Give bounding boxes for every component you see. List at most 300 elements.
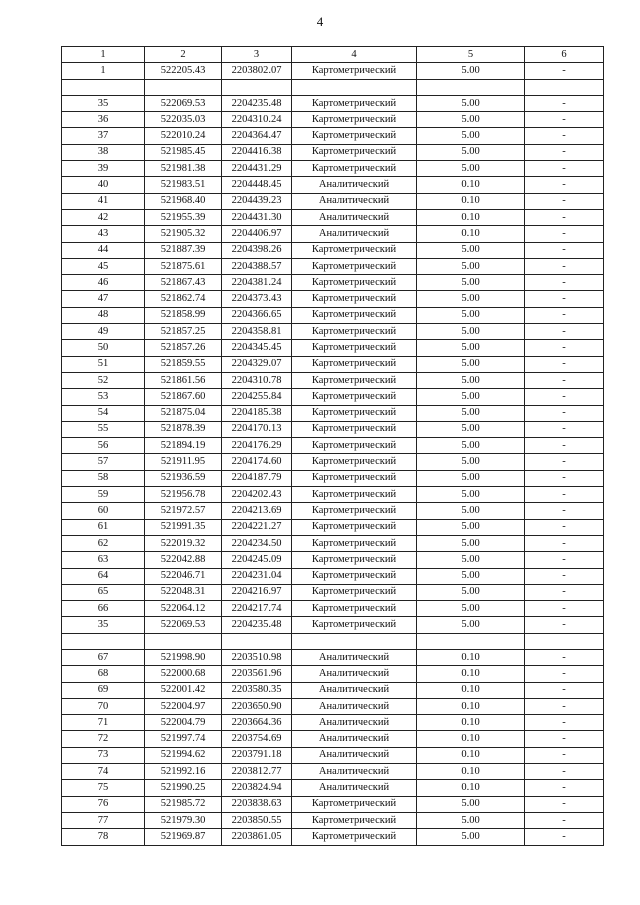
table-cell: 5.00 — [417, 356, 525, 372]
table-row — [62, 79, 604, 95]
table-cell: 521905.32 — [145, 226, 222, 242]
table-row — [62, 601, 604, 617]
table-cell: 2203650.90 — [222, 698, 292, 714]
table-cell: 54 — [62, 405, 145, 421]
table-cell: Картометрический — [292, 112, 417, 128]
table-cell: 522001.42 — [145, 682, 222, 698]
table-cell: 42 — [62, 209, 145, 225]
table-cell: 5.00 — [417, 535, 525, 551]
table-cell: Картометрический — [292, 421, 417, 437]
table-cell: 522019.32 — [145, 535, 222, 551]
table-cell: Картометрический — [292, 340, 417, 356]
table-cell: 2203838.63 — [222, 796, 292, 812]
table-cell: 521985.72 — [145, 796, 222, 812]
table-cell: Картометрический — [292, 601, 417, 617]
table-cell: Картометрический — [292, 552, 417, 568]
table-cell: 59 — [62, 487, 145, 503]
table-cell: - — [525, 715, 604, 731]
table-header-row — [62, 47, 604, 63]
table-cell: Картометрический — [292, 389, 417, 405]
table-cell: - — [525, 698, 604, 714]
table-cell: Картометрический — [292, 356, 417, 372]
table-cell: Аналитический — [292, 731, 417, 747]
table-cell: 2204345.45 — [222, 340, 292, 356]
table-cell: - — [525, 552, 604, 568]
table-row — [62, 177, 604, 193]
table-cell: Аналитический — [292, 649, 417, 665]
table-cell: 37 — [62, 128, 145, 144]
table-cell: 521936.59 — [145, 470, 222, 486]
table-cell: 521968.40 — [145, 193, 222, 209]
table-row — [62, 812, 604, 828]
table-cell: 49 — [62, 324, 145, 340]
table-cell: 0.10 — [417, 209, 525, 225]
table-cell: 67 — [62, 649, 145, 665]
table-cell: 72 — [62, 731, 145, 747]
table-cell: 521857.25 — [145, 324, 222, 340]
table-row — [62, 324, 604, 340]
table-cell: Картометрический — [292, 63, 417, 79]
table-cell: Картометрический — [292, 324, 417, 340]
table-cell: 47 — [62, 291, 145, 307]
table-row — [62, 552, 604, 568]
table-cell: 5.00 — [417, 372, 525, 388]
table-cell: - — [525, 731, 604, 747]
table-cell: 2203861.05 — [222, 829, 292, 845]
table-cell: 2203561.96 — [222, 666, 292, 682]
table-cell: 5.00 — [417, 291, 525, 307]
table-cell: Картометрический — [292, 454, 417, 470]
table-cell: 0.10 — [417, 177, 525, 193]
table-cell: 55 — [62, 421, 145, 437]
table-row — [62, 128, 604, 144]
table-cell — [145, 633, 222, 649]
table-cell: 2204187.79 — [222, 470, 292, 486]
table-cell: Картометрический — [292, 503, 417, 519]
table-row — [62, 275, 604, 291]
table-cell: 60 — [62, 503, 145, 519]
table-cell: 5.00 — [417, 601, 525, 617]
table-cell: 76 — [62, 796, 145, 812]
table-cell: 521875.61 — [145, 258, 222, 274]
table-row — [62, 95, 604, 111]
table-cell: Аналитический — [292, 698, 417, 714]
table-cell: 0.10 — [417, 682, 525, 698]
coordinates-table — [61, 46, 604, 846]
table-cell: 521858.99 — [145, 307, 222, 323]
table-cell: 0.10 — [417, 193, 525, 209]
table-cell: 521998.90 — [145, 649, 222, 665]
table-cell: 2203802.07 — [222, 63, 292, 79]
table-cell — [222, 633, 292, 649]
table-cell: 521972.57 — [145, 503, 222, 519]
table-cell: 2203664.36 — [222, 715, 292, 731]
table-cell: 0.10 — [417, 715, 525, 731]
table-cell: 521955.39 — [145, 209, 222, 225]
table-cell: 2204448.45 — [222, 177, 292, 193]
table-cell: 5.00 — [417, 307, 525, 323]
table-cell: 50 — [62, 340, 145, 356]
table-cell: 0.10 — [417, 666, 525, 682]
table-cell: 2204364.47 — [222, 128, 292, 144]
table-row — [62, 829, 604, 845]
table-cell: 521956.78 — [145, 487, 222, 503]
table-row — [62, 421, 604, 437]
table-cell: 2204381.24 — [222, 275, 292, 291]
table-cell: Картометрический — [292, 535, 417, 551]
table-cell: 2203824.94 — [222, 780, 292, 796]
table-cell: 61 — [62, 519, 145, 535]
table-cell: 2203580.35 — [222, 682, 292, 698]
table-cell: 36 — [62, 112, 145, 128]
table-cell: 63 — [62, 552, 145, 568]
table-row — [62, 372, 604, 388]
table-cell: 522010.24 — [145, 128, 222, 144]
table-row — [62, 112, 604, 128]
table-cell: 521990.25 — [145, 780, 222, 796]
table-cell: 52 — [62, 372, 145, 388]
table-cell — [417, 79, 525, 95]
table-cell: - — [525, 454, 604, 470]
table-cell: 2203791.18 — [222, 747, 292, 763]
table-cell: 5.00 — [417, 258, 525, 274]
table-cell: 5.00 — [417, 503, 525, 519]
table-cell: 0.10 — [417, 747, 525, 763]
table-cell: Аналитический — [292, 747, 417, 763]
table-cell: 5.00 — [417, 144, 525, 160]
table-cell: 64 — [62, 568, 145, 584]
table-cell: - — [525, 209, 604, 225]
table-cell: Картометрический — [292, 438, 417, 454]
table-cell: 2204216.97 — [222, 584, 292, 600]
table-cell: 2204217.74 — [222, 601, 292, 617]
table-cell: 0.10 — [417, 764, 525, 780]
table-cell: 2204185.38 — [222, 405, 292, 421]
table-cell: 41 — [62, 193, 145, 209]
table-cell: 38 — [62, 144, 145, 160]
table-cell: 2204174.60 — [222, 454, 292, 470]
table-cell: 5.00 — [417, 584, 525, 600]
table-cell: - — [525, 666, 604, 682]
table-cell — [222, 79, 292, 95]
table-cell: - — [525, 747, 604, 763]
table-cell: - — [525, 421, 604, 437]
table-cell: 2204406.97 — [222, 226, 292, 242]
table-row — [62, 649, 604, 665]
table-cell: 2204235.48 — [222, 95, 292, 111]
table-cell: - — [525, 356, 604, 372]
table-cell: 2204388.57 — [222, 258, 292, 274]
table-row — [62, 715, 604, 731]
table-row — [62, 405, 604, 421]
table-cell: 2204221.27 — [222, 519, 292, 535]
table-cell: 5.00 — [417, 63, 525, 79]
table-cell: 66 — [62, 601, 145, 617]
table-cell: Картометрический — [292, 242, 417, 258]
table-cell: Картометрический — [292, 144, 417, 160]
table-cell — [417, 633, 525, 649]
table-cell: 522042.88 — [145, 552, 222, 568]
table-cell: 5.00 — [417, 568, 525, 584]
table-cell — [292, 79, 417, 95]
header-cell: 6 — [525, 47, 604, 63]
table-cell: - — [525, 340, 604, 356]
table-row — [62, 698, 604, 714]
table-cell: 5.00 — [417, 95, 525, 111]
table-cell: - — [525, 112, 604, 128]
table-cell: Картометрический — [292, 372, 417, 388]
table-row — [62, 535, 604, 551]
table-cell: 5.00 — [417, 617, 525, 633]
table-row — [62, 682, 604, 698]
table-cell: 5.00 — [417, 340, 525, 356]
table-row — [62, 389, 604, 405]
table-cell: 5.00 — [417, 454, 525, 470]
table-cell: 56 — [62, 438, 145, 454]
table-cell: Аналитический — [292, 226, 417, 242]
table-row — [62, 340, 604, 356]
table-cell: Картометрический — [292, 519, 417, 535]
table-cell: - — [525, 372, 604, 388]
table-cell: - — [525, 324, 604, 340]
table-cell: 51 — [62, 356, 145, 372]
table-cell: 521997.74 — [145, 731, 222, 747]
table-cell — [62, 79, 145, 95]
table-row — [62, 747, 604, 763]
header-cell: 3 — [222, 47, 292, 63]
table-cell — [525, 633, 604, 649]
table-cell: Картометрический — [292, 796, 417, 812]
table-cell: - — [525, 177, 604, 193]
table-cell: Аналитический — [292, 666, 417, 682]
table-cell: 2204329.07 — [222, 356, 292, 372]
table-cell: 0.10 — [417, 649, 525, 665]
table-row — [62, 356, 604, 372]
table-cell: 2203754.69 — [222, 731, 292, 747]
table-cell: 522035.03 — [145, 112, 222, 128]
table-cell: - — [525, 307, 604, 323]
table-cell: 521991.35 — [145, 519, 222, 535]
table-row — [62, 519, 604, 535]
table-cell: 522000.68 — [145, 666, 222, 682]
header-cell: 4 — [292, 47, 417, 63]
table-cell: - — [525, 535, 604, 551]
table-cell: 2203850.55 — [222, 812, 292, 828]
table-cell: 39 — [62, 161, 145, 177]
table-cell: - — [525, 438, 604, 454]
table-cell: - — [525, 829, 604, 845]
table-row — [62, 764, 604, 780]
table-cell — [145, 79, 222, 95]
table-cell: 0.10 — [417, 731, 525, 747]
table-cell: Картометрический — [292, 161, 417, 177]
table-cell: 521887.39 — [145, 242, 222, 258]
table-cell: Картометрический — [292, 584, 417, 600]
table-cell: 5.00 — [417, 161, 525, 177]
table-cell: 5.00 — [417, 405, 525, 421]
table-cell: 521867.43 — [145, 275, 222, 291]
table-cell: - — [525, 796, 604, 812]
table-cell: - — [525, 193, 604, 209]
table-row — [62, 258, 604, 274]
table-row — [62, 470, 604, 486]
table-cell: 78 — [62, 829, 145, 845]
table-cell: 521875.04 — [145, 405, 222, 421]
table-cell: 75 — [62, 780, 145, 796]
table-cell: 46 — [62, 275, 145, 291]
table-cell: Аналитический — [292, 715, 417, 731]
table-cell: - — [525, 503, 604, 519]
table-cell: 68 — [62, 666, 145, 682]
table-row — [62, 226, 604, 242]
table-cell: Картометрический — [292, 812, 417, 828]
table-cell: 40 — [62, 177, 145, 193]
table-cell: - — [525, 764, 604, 780]
table-cell: 2204235.48 — [222, 617, 292, 633]
table-cell: 522048.31 — [145, 584, 222, 600]
table-row — [62, 568, 604, 584]
table-cell — [62, 633, 145, 649]
table-cell: - — [525, 780, 604, 796]
table-cell: 2204398.26 — [222, 242, 292, 258]
table-cell: 5.00 — [417, 128, 525, 144]
table-cell: 43 — [62, 226, 145, 242]
table-cell: Картометрический — [292, 291, 417, 307]
table-row — [62, 666, 604, 682]
table-cell: 73 — [62, 747, 145, 763]
header-cell: 2 — [145, 47, 222, 63]
table-cell: 1 — [62, 63, 145, 79]
table-cell: 5.00 — [417, 389, 525, 405]
table-cell: 2204176.29 — [222, 438, 292, 454]
table-cell: Картометрический — [292, 307, 417, 323]
page-number: 4 — [316, 14, 324, 29]
table-cell: 521867.60 — [145, 389, 222, 405]
table-cell: - — [525, 601, 604, 617]
table-cell: 2203812.77 — [222, 764, 292, 780]
table-cell: - — [525, 389, 604, 405]
table-cell — [292, 633, 417, 649]
table-row — [62, 584, 604, 600]
table-cell: 5.00 — [417, 324, 525, 340]
table-cell: 70 — [62, 698, 145, 714]
table-cell: 74 — [62, 764, 145, 780]
table-cell: 521969.87 — [145, 829, 222, 845]
table-cell: - — [525, 291, 604, 307]
table-cell: - — [525, 63, 604, 79]
table-cell: 71 — [62, 715, 145, 731]
table-cell: Картометрический — [292, 617, 417, 633]
table-row — [62, 438, 604, 454]
table-cell: 5.00 — [417, 519, 525, 535]
table-cell: 521994.62 — [145, 747, 222, 763]
table-cell: 2204255.84 — [222, 389, 292, 405]
table-cell: 0.10 — [417, 698, 525, 714]
table-cell: Картометрический — [292, 128, 417, 144]
table-cell: - — [525, 226, 604, 242]
table-cell: 521878.39 — [145, 421, 222, 437]
table-row — [62, 242, 604, 258]
table-cell: Картометрический — [292, 829, 417, 845]
table-cell: 0.10 — [417, 226, 525, 242]
table-cell: 65 — [62, 584, 145, 600]
table-cell: 57 — [62, 454, 145, 470]
table-row — [62, 633, 604, 649]
table-row — [62, 454, 604, 470]
table-cell: 48 — [62, 307, 145, 323]
table-cell: 521894.19 — [145, 438, 222, 454]
table-cell: Аналитический — [292, 193, 417, 209]
table-cell: Картометрический — [292, 405, 417, 421]
table-cell: 5.00 — [417, 552, 525, 568]
table-cell: - — [525, 812, 604, 828]
table-cell: 521983.51 — [145, 177, 222, 193]
table-cell: 62 — [62, 535, 145, 551]
table-cell: 522004.97 — [145, 698, 222, 714]
table-cell: 521861.56 — [145, 372, 222, 388]
table-cell: - — [525, 95, 604, 111]
table-cell: 2204358.81 — [222, 324, 292, 340]
table-cell: - — [525, 128, 604, 144]
table-cell: - — [525, 487, 604, 503]
table-cell: 53 — [62, 389, 145, 405]
table-row — [62, 731, 604, 747]
table-cell: 521857.26 — [145, 340, 222, 356]
table-cell: Картометрический — [292, 95, 417, 111]
table-row — [62, 161, 604, 177]
table-cell: - — [525, 519, 604, 535]
table-cell: Картометрический — [292, 275, 417, 291]
table-cell: - — [525, 584, 604, 600]
table-cell: 2204431.30 — [222, 209, 292, 225]
table-cell: 2204213.69 — [222, 503, 292, 519]
table-cell: 2204234.50 — [222, 535, 292, 551]
table-cell: Аналитический — [292, 209, 417, 225]
table-cell: 5.00 — [417, 829, 525, 845]
table-cell: 5.00 — [417, 812, 525, 828]
table-row — [62, 193, 604, 209]
table-cell: 521911.95 — [145, 454, 222, 470]
table-cell: Картометрический — [292, 568, 417, 584]
table-cell: 522046.71 — [145, 568, 222, 584]
table-cell: 2204310.78 — [222, 372, 292, 388]
table-row — [62, 291, 604, 307]
table-cell: 5.00 — [417, 112, 525, 128]
table-cell: 5.00 — [417, 438, 525, 454]
table-cell: - — [525, 568, 604, 584]
table-cell: - — [525, 617, 604, 633]
header-cell: 1 — [62, 47, 145, 63]
table-cell: 2204366.65 — [222, 307, 292, 323]
table-cell: Картометрический — [292, 487, 417, 503]
table-cell: - — [525, 682, 604, 698]
table-row — [62, 796, 604, 812]
table-cell: 35 — [62, 95, 145, 111]
table-cell: 69 — [62, 682, 145, 698]
table-cell: 5.00 — [417, 470, 525, 486]
table-cell: - — [525, 275, 604, 291]
table-cell: - — [525, 242, 604, 258]
table-cell: - — [525, 144, 604, 160]
table-cell: Аналитический — [292, 764, 417, 780]
table-cell: 2204416.38 — [222, 144, 292, 160]
table-row — [62, 487, 604, 503]
table-cell: 2204170.13 — [222, 421, 292, 437]
table-cell: Картометрический — [292, 258, 417, 274]
table-cell: 2204231.04 — [222, 568, 292, 584]
table-cell: 521859.55 — [145, 356, 222, 372]
table-cell: 2204431.29 — [222, 161, 292, 177]
